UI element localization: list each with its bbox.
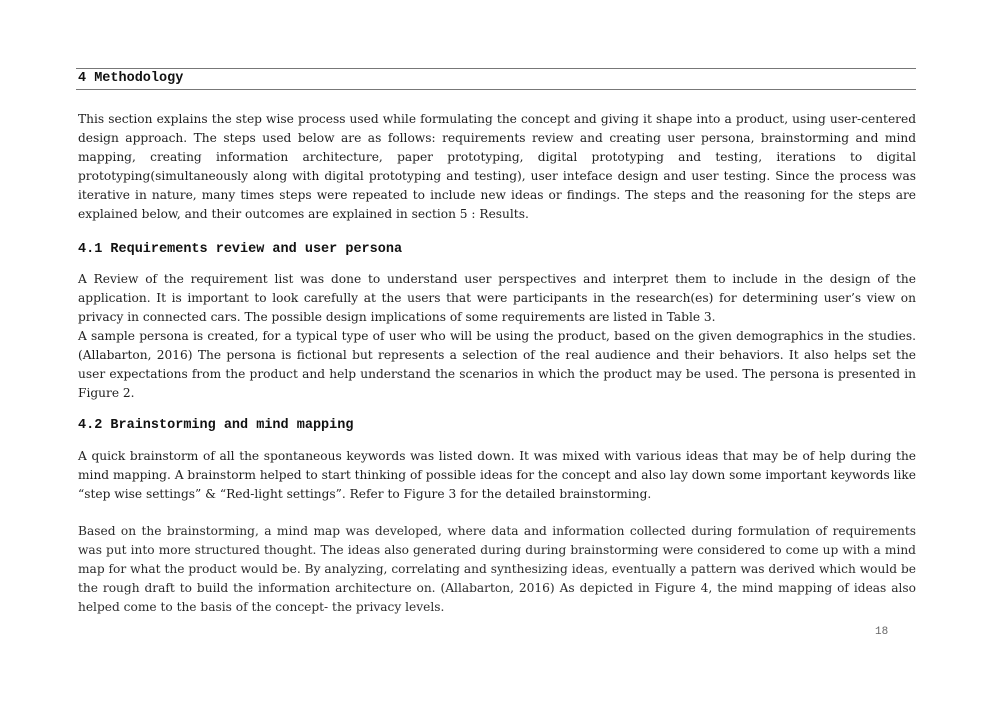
- subsection-title-4-1: 4.1 Requirements review and user persona: [78, 242, 403, 257]
- brainstorm-paragraph: A quick brainstorm of all the spontaneous keywords was listed down. It was mixed with various ideas that may be of help during the mind mapping. A brainstorm helped to start thinking of possible ideas for the concept and also lay down some important keywords like “step wise settings” & “Red-light settings”. Refer to Figure 3 for the detailed brainstorming.: [78, 449, 916, 501]
- persona-paragraph: A sample persona is created, for a typical type of user who will be using the product, based on the given demographics in the studies. (Allabarton, 2016) The persona is fictional but represents a selection of the real audience and their behaviors. It also helps set the user expectations from the product and help understand the scenarios in which the product may be used. The persona is presented in Figure 2.: [78, 329, 916, 400]
- section-header: [76, 68, 916, 90]
- document-body: [78, 110, 916, 617]
- page-number: 18: [875, 626, 889, 638]
- mindmap-paragraph: Based on the brainstorming, a mind map was developed, where data and information collected during formulation of requirements was put into more structured thought. The ideas also generated during during brainstorming were considered to come up with a mind map for what the product would be. By analyzing, correlating and synthesizing ideas, eventually a pattern was derived which would be the rough draft to build the information architecture on. (Allabarton, 2016) As depicted in Figure 4, the mind mapping of ideas also helped come to the basis of the concept- the privacy levels.: [78, 524, 916, 614]
- intro-paragraph: This section explains the step wise process used while formulating the concept and giving it shape into a product, using user-centered design approach. The steps used below are as follows: requirements review and creating user persona, brainstorming and mind mapping, creating information architecture, paper prototyping, digital prototyping and testing, iterations to digital prototyping(simultaneously along with digital prototyping and testing), user inteface design and user testing. Since the process was iterative in nature, many times steps were repeated to include new ideas or findings. The steps and the reasoning for the steps are explained below, and their outcomes are explained in section 5 : Results.: [78, 112, 916, 221]
- subsection-title-4-2: 4.2 Brainstorming and mind mapping: [78, 418, 354, 433]
- requirements-paragraph: A Review of the requirement list was done to understand user perspectives and interpret them to include in the design of the application. It is important to look carefully at the users that were participants in the research(es) for determining user’s view on privacy in connected cars. The possible design implications of some requirements are listed in Table 3.: [78, 272, 916, 324]
- section-title: 4 Methodology: [78, 71, 184, 86]
